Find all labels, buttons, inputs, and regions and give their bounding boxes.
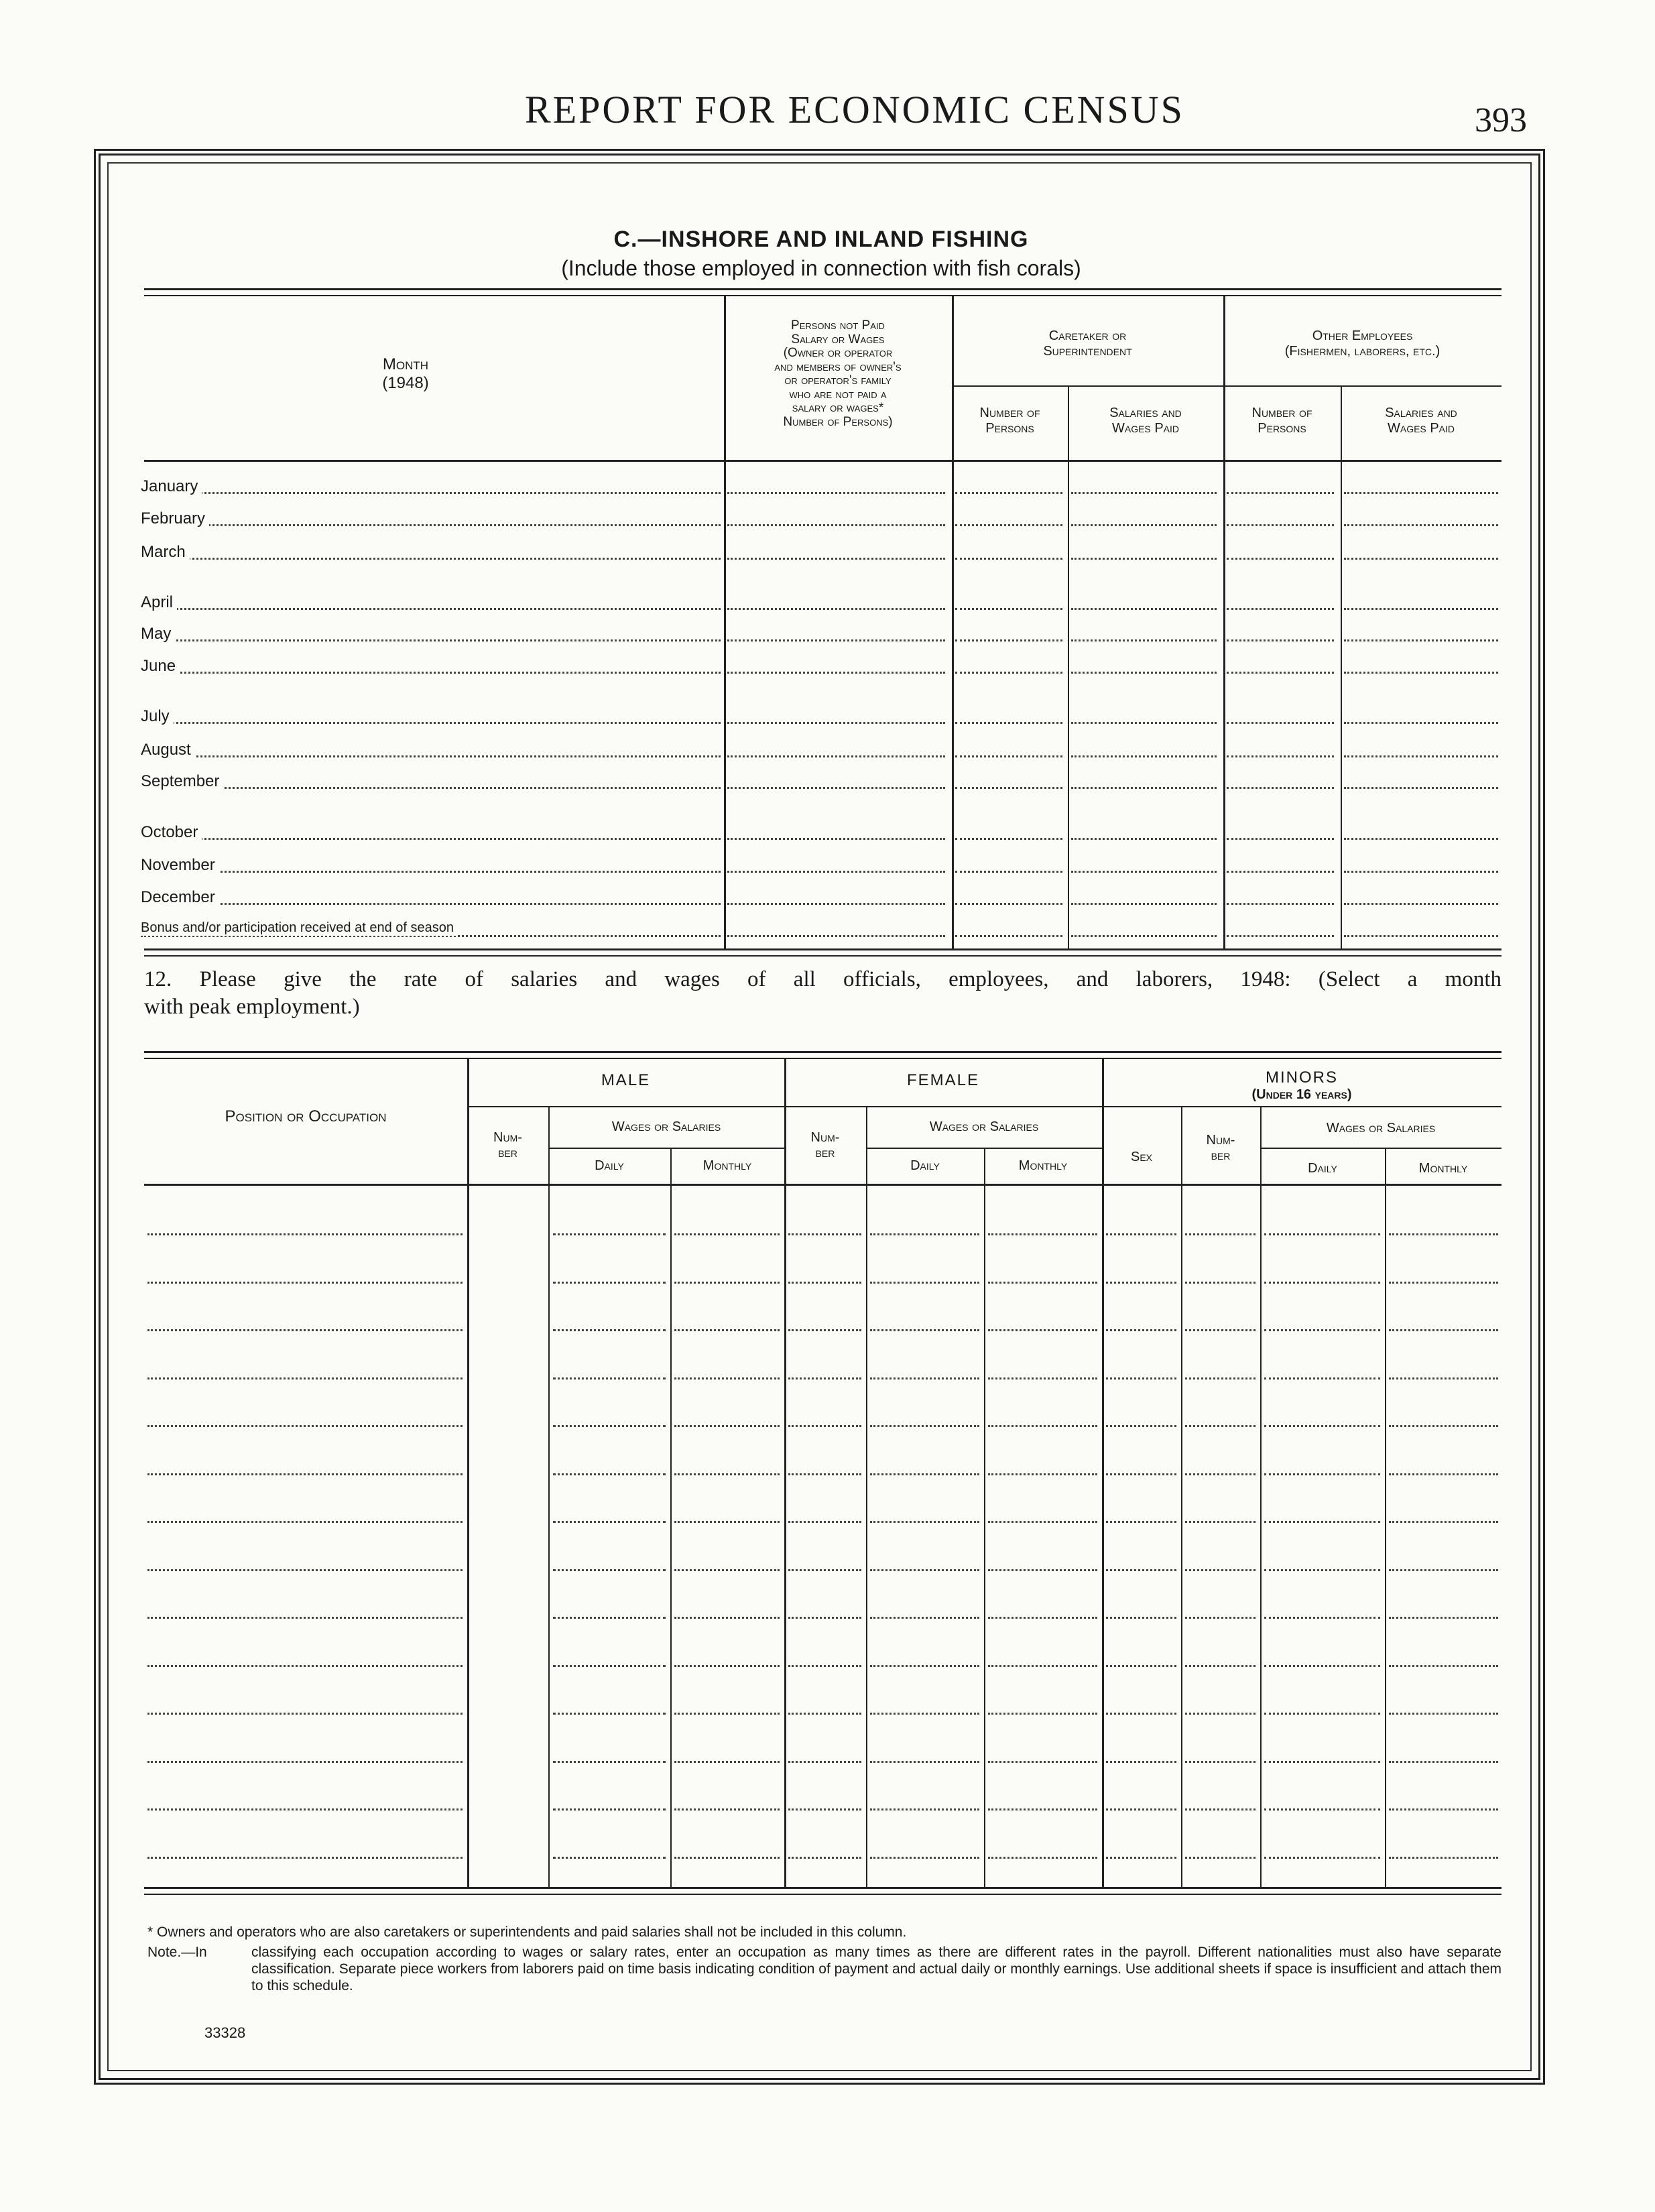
entry-line bbox=[1344, 838, 1498, 840]
caretaker-salaries-header: Salaries and Wages Paid bbox=[1109, 406, 1182, 436]
wage-entry-line bbox=[1264, 1617, 1380, 1619]
entry-line bbox=[1227, 524, 1334, 526]
wage-entry-line bbox=[553, 1473, 666, 1475]
wage-entry-line bbox=[1389, 1665, 1498, 1667]
wage-entry-line bbox=[988, 1808, 1097, 1810]
entry-line bbox=[1344, 639, 1498, 641]
minors-monthly-header: Monthly bbox=[1418, 1161, 1468, 1176]
entry-line bbox=[727, 524, 945, 526]
entry-line bbox=[955, 935, 1062, 937]
male-wages-header: Wages or Salaries bbox=[611, 1119, 721, 1134]
wage-entry-line bbox=[674, 1617, 780, 1619]
wage-entry-line bbox=[674, 1282, 780, 1284]
wage-entry-line bbox=[988, 1282, 1097, 1284]
month-label: December bbox=[141, 888, 219, 907]
entry-line bbox=[727, 871, 945, 873]
wage-entry-line bbox=[1106, 1329, 1176, 1331]
wage-entry-line bbox=[788, 1282, 861, 1284]
wage-entry-line bbox=[870, 1425, 979, 1427]
wage-entry-line bbox=[1185, 1569, 1255, 1571]
wage-entry-line bbox=[674, 1233, 780, 1235]
wage-entry-line bbox=[988, 1857, 1097, 1859]
wage-entry-line bbox=[553, 1521, 666, 1523]
wage-entry-line bbox=[1185, 1617, 1255, 1619]
entry-line bbox=[1227, 903, 1334, 905]
wage-entry-line bbox=[1389, 1808, 1498, 1810]
wage-entry-line bbox=[674, 1713, 780, 1715]
wage-entry-line bbox=[870, 1473, 979, 1475]
wage-entry-line bbox=[1106, 1233, 1176, 1235]
entry-line bbox=[1227, 935, 1334, 937]
section-title: C.—INSHORE AND INLAND FISHING bbox=[613, 227, 1029, 252]
month-header: Month (1948) bbox=[382, 355, 429, 392]
wage-entry-line bbox=[1389, 1377, 1498, 1379]
minors-subheader: (Under 16 years) bbox=[1251, 1087, 1352, 1102]
wage-entry-line bbox=[988, 1761, 1097, 1763]
month-row-leader bbox=[141, 871, 721, 873]
month-label: July bbox=[141, 707, 174, 726]
month-row-leader bbox=[141, 722, 721, 724]
month-label: November bbox=[141, 856, 219, 875]
month-row-leader bbox=[141, 903, 721, 905]
running-head: REPORT FOR ECONOMIC CENSUS bbox=[525, 88, 1184, 131]
wage-entry-line bbox=[147, 1521, 463, 1523]
wage-entry-line bbox=[553, 1329, 666, 1331]
wage-entry-line bbox=[988, 1233, 1097, 1235]
month-label: March bbox=[141, 543, 190, 562]
entry-line bbox=[1344, 755, 1498, 757]
wage-entry-line bbox=[674, 1377, 780, 1379]
position-header: Position or Occupation bbox=[225, 1107, 387, 1125]
wage-entry-line bbox=[1185, 1473, 1255, 1475]
wage-entry-line bbox=[674, 1857, 780, 1859]
wage-entry-line bbox=[1185, 1665, 1255, 1667]
bonus-row-label: Bonus and/or participation received at end of season bbox=[141, 920, 458, 936]
wage-entry-line bbox=[1389, 1282, 1498, 1284]
wage-entry-line bbox=[674, 1425, 780, 1427]
wage-entry-line bbox=[1185, 1521, 1255, 1523]
entry-line bbox=[727, 722, 945, 724]
wage-entry-line bbox=[1185, 1377, 1255, 1379]
wage-entry-line bbox=[788, 1473, 861, 1475]
wage-entry-line bbox=[553, 1808, 666, 1810]
entry-line bbox=[955, 524, 1062, 526]
entry-line bbox=[1227, 672, 1334, 674]
wage-entry-line bbox=[147, 1233, 463, 1235]
entry-line bbox=[727, 755, 945, 757]
wage-entry-line bbox=[870, 1857, 979, 1859]
month-row-leader bbox=[141, 672, 721, 674]
wage-entry-line bbox=[1389, 1617, 1498, 1619]
male-number-header: Num- ber bbox=[493, 1130, 522, 1160]
wage-entry-line bbox=[870, 1233, 979, 1235]
month-row-leader bbox=[141, 492, 721, 494]
footnote-owners: * Owners and operators who are also caretakers or superintendents and paid salaries shall not be included in this column. bbox=[147, 1924, 907, 1940]
question-12: 12. Please give the rate of salaries and wages of all officials, employees, and laborers, 1948: (Select a month bbox=[144, 967, 1501, 991]
month-label: August bbox=[141, 741, 195, 759]
wage-entry-line bbox=[1264, 1329, 1380, 1331]
footnote-note: classifying each occupation according to wages or salary rates, enter an occupation as many times as there are different rates in the payroll. Different nationalities must also have separate classification. Separate piece workers from laborers paid on time basis indicating condition of payment and actual daily or monthly earnings. Use additional sheets if space is insufficient and attach them to this schedule. bbox=[251, 1945, 1501, 1994]
wage-entry-line bbox=[1106, 1713, 1176, 1715]
wage-entry-line bbox=[988, 1665, 1097, 1667]
entry-line bbox=[1227, 871, 1334, 873]
caretaker-header: Caretaker or Superintendent bbox=[1043, 328, 1132, 359]
wage-entry-line bbox=[147, 1808, 463, 1810]
entry-line bbox=[1071, 838, 1217, 840]
entry-line bbox=[727, 903, 945, 905]
wage-entry-line bbox=[870, 1282, 979, 1284]
wage-entry-line bbox=[553, 1665, 666, 1667]
page-number: 393 bbox=[1475, 101, 1527, 139]
female-wages-header: Wages or Salaries bbox=[929, 1119, 1039, 1134]
wage-entry-line bbox=[988, 1377, 1097, 1379]
wage-entry-line bbox=[788, 1425, 861, 1427]
month-label: February bbox=[141, 509, 209, 528]
entry-line bbox=[1071, 935, 1217, 937]
entry-line bbox=[1071, 722, 1217, 724]
wage-entry-line bbox=[988, 1473, 1097, 1475]
month-row-leader bbox=[141, 558, 721, 560]
wage-entry-line bbox=[870, 1521, 979, 1523]
question-12-continued: with peak employment.) bbox=[144, 995, 360, 1019]
entry-line bbox=[1344, 871, 1498, 873]
female-number-header: Num- ber bbox=[810, 1130, 840, 1160]
other-number-header: Number of Persons bbox=[1251, 406, 1312, 436]
wage-entry-line bbox=[788, 1233, 861, 1235]
wage-entry-line bbox=[870, 1761, 979, 1763]
wage-entry-line bbox=[674, 1665, 780, 1667]
wage-entry-line bbox=[1264, 1808, 1380, 1810]
entry-line bbox=[727, 672, 945, 674]
entry-line bbox=[1071, 558, 1217, 560]
wage-entry-line bbox=[1185, 1713, 1255, 1715]
entry-line bbox=[1344, 903, 1498, 905]
entry-line bbox=[955, 672, 1062, 674]
wage-entry-line bbox=[147, 1473, 463, 1475]
wage-entry-line bbox=[1264, 1713, 1380, 1715]
wage-entry-line bbox=[1106, 1665, 1176, 1667]
male-monthly-header: Monthly bbox=[702, 1158, 752, 1173]
wage-entry-line bbox=[870, 1617, 979, 1619]
wage-entry-line bbox=[1185, 1233, 1255, 1235]
wage-entry-line bbox=[1106, 1521, 1176, 1523]
entry-line bbox=[1344, 608, 1498, 610]
wage-entry-line bbox=[1106, 1857, 1176, 1859]
wage-entry-line bbox=[553, 1282, 666, 1284]
wage-entry-line bbox=[1264, 1473, 1380, 1475]
wage-entry-line bbox=[1389, 1329, 1498, 1331]
wage-entry-line bbox=[788, 1665, 861, 1667]
wage-entry-line bbox=[1389, 1713, 1498, 1715]
wage-entry-line bbox=[1106, 1761, 1176, 1763]
wage-entry-line bbox=[1185, 1857, 1255, 1859]
entry-line bbox=[1227, 492, 1334, 494]
entry-line bbox=[955, 639, 1062, 641]
wage-entry-line bbox=[870, 1808, 979, 1810]
wage-entry-line bbox=[1264, 1569, 1380, 1571]
wage-entry-line bbox=[1264, 1377, 1380, 1379]
minors-sex-header: Sex bbox=[1130, 1150, 1152, 1164]
wage-entry-line bbox=[1106, 1377, 1176, 1379]
wage-entry-line bbox=[1106, 1282, 1176, 1284]
entry-line bbox=[1227, 787, 1334, 789]
wage-entry-line bbox=[553, 1377, 666, 1379]
entry-line bbox=[955, 871, 1062, 873]
wage-entry-line bbox=[1264, 1665, 1380, 1667]
wage-entry-line bbox=[147, 1377, 463, 1379]
month-row-leader bbox=[141, 608, 721, 610]
minors-header: MINORS bbox=[1266, 1068, 1338, 1087]
entry-line bbox=[955, 838, 1062, 840]
male-daily-header: Daily bbox=[595, 1158, 624, 1173]
female-header: FEMALE bbox=[906, 1071, 980, 1089]
wage-entry-line bbox=[1389, 1425, 1498, 1427]
entry-line bbox=[1344, 722, 1498, 724]
wage-entry-line bbox=[553, 1233, 666, 1235]
entry-line bbox=[1344, 558, 1498, 560]
wage-entry-line bbox=[1106, 1473, 1176, 1475]
entry-line bbox=[727, 492, 945, 494]
wage-entry-line bbox=[1185, 1761, 1255, 1763]
entry-line bbox=[955, 558, 1062, 560]
wage-entry-line bbox=[1106, 1617, 1176, 1619]
entry-line bbox=[1071, 639, 1217, 641]
entry-line bbox=[955, 722, 1062, 724]
wage-entry-line bbox=[788, 1808, 861, 1810]
month-row-leader bbox=[141, 639, 721, 641]
male-header: MALE bbox=[601, 1071, 651, 1089]
persons-not-paid-header: Persons not Paid Salary or Wages (Owner or operator and members of owner's or operator's family who are not paid a salary or wages* Number of Persons) bbox=[774, 318, 902, 429]
entry-line bbox=[955, 492, 1062, 494]
month-label: April bbox=[141, 593, 177, 612]
wage-entry-line bbox=[1185, 1282, 1255, 1284]
wage-entry-line bbox=[1106, 1808, 1176, 1810]
entry-line bbox=[1227, 838, 1334, 840]
entry-line bbox=[727, 787, 945, 789]
wage-entry-line bbox=[147, 1425, 463, 1427]
wage-entry-line bbox=[870, 1377, 979, 1379]
wage-entry-line bbox=[1106, 1569, 1176, 1571]
wage-entry-line bbox=[988, 1425, 1097, 1427]
wage-entry-line bbox=[1264, 1425, 1380, 1427]
wage-entry-line bbox=[674, 1521, 780, 1523]
wage-entry-line bbox=[988, 1569, 1097, 1571]
wage-entry-line bbox=[674, 1473, 780, 1475]
month-label: September bbox=[141, 772, 223, 791]
wage-entry-line bbox=[988, 1713, 1097, 1715]
wage-entry-line bbox=[674, 1761, 780, 1763]
wage-entry-line bbox=[553, 1569, 666, 1571]
entry-line bbox=[1071, 524, 1217, 526]
minors-daily-header: Daily bbox=[1308, 1161, 1337, 1176]
wage-entry-line bbox=[147, 1857, 463, 1859]
wage-entry-line bbox=[870, 1569, 979, 1571]
entry-line bbox=[1071, 871, 1217, 873]
month-row-leader bbox=[141, 787, 721, 789]
entry-line bbox=[955, 755, 1062, 757]
wage-entry-line bbox=[1264, 1521, 1380, 1523]
wage-entry-line bbox=[674, 1808, 780, 1810]
note-label: Note.—In bbox=[147, 1945, 207, 1960]
wage-entry-line bbox=[988, 1521, 1097, 1523]
entry-line bbox=[1071, 903, 1217, 905]
wage-entry-line bbox=[1264, 1233, 1380, 1235]
wage-entry-line bbox=[870, 1329, 979, 1331]
entry-line bbox=[1227, 639, 1334, 641]
caretaker-number-header: Number of Persons bbox=[979, 406, 1040, 436]
entry-line bbox=[1227, 722, 1334, 724]
month-label: May bbox=[141, 625, 175, 643]
entry-line bbox=[727, 935, 945, 937]
minors-wages-header: Wages or Salaries bbox=[1326, 1121, 1436, 1135]
wage-entry-line bbox=[788, 1617, 861, 1619]
wage-entry-line bbox=[147, 1713, 463, 1715]
wage-entry-line bbox=[147, 1665, 463, 1667]
entry-line bbox=[1344, 524, 1498, 526]
entry-line bbox=[1071, 672, 1217, 674]
wage-entry-line bbox=[988, 1617, 1097, 1619]
entry-line bbox=[727, 838, 945, 840]
wage-entry-line bbox=[1185, 1808, 1255, 1810]
wage-entry-line bbox=[788, 1521, 861, 1523]
form-number: 33328 bbox=[204, 2024, 246, 2041]
entry-line bbox=[955, 787, 1062, 789]
wage-entry-line bbox=[1264, 1282, 1380, 1284]
wage-entry-line bbox=[788, 1857, 861, 1859]
month-label: June bbox=[141, 657, 180, 676]
minors-number-header: Num- ber bbox=[1206, 1133, 1235, 1163]
wage-entry-line bbox=[674, 1569, 780, 1571]
entry-line bbox=[1071, 755, 1217, 757]
entry-line bbox=[1071, 608, 1217, 610]
entry-line bbox=[1344, 492, 1498, 494]
wage-entry-line bbox=[553, 1425, 666, 1427]
wage-entry-line bbox=[1389, 1761, 1498, 1763]
female-daily-header: Daily bbox=[910, 1158, 940, 1173]
wage-entry-line bbox=[147, 1282, 463, 1284]
wage-entry-line bbox=[147, 1569, 463, 1571]
wage-entry-line bbox=[553, 1857, 666, 1859]
month-row-leader bbox=[141, 524, 721, 526]
other-salaries-header: Salaries and Wages Paid bbox=[1385, 406, 1457, 436]
wage-entry-line bbox=[1389, 1521, 1498, 1523]
entry-line bbox=[727, 558, 945, 560]
entry-line bbox=[1227, 558, 1334, 560]
wage-entry-line bbox=[870, 1665, 979, 1667]
wage-entry-line bbox=[788, 1713, 861, 1715]
entry-line bbox=[1344, 672, 1498, 674]
wage-entry-line bbox=[1389, 1857, 1498, 1859]
wage-entry-line bbox=[1185, 1425, 1255, 1427]
wage-entry-line bbox=[1389, 1569, 1498, 1571]
month-label: October bbox=[141, 823, 202, 842]
wage-entry-line bbox=[553, 1713, 666, 1715]
entry-line bbox=[1071, 492, 1217, 494]
wage-entry-line bbox=[788, 1377, 861, 1379]
entry-line bbox=[955, 608, 1062, 610]
entry-line bbox=[1071, 787, 1217, 789]
wage-entry-line bbox=[553, 1617, 666, 1619]
entry-line bbox=[1344, 787, 1498, 789]
entry-line bbox=[727, 639, 945, 641]
wage-entry-line bbox=[1185, 1329, 1255, 1331]
month-row-leader bbox=[141, 838, 721, 840]
other-employees-header: Other Employees (Fishermen, laborers, etc.) bbox=[1284, 328, 1441, 359]
entry-line bbox=[1227, 608, 1334, 610]
wage-entry-line bbox=[1389, 1233, 1498, 1235]
wage-entry-line bbox=[147, 1617, 463, 1619]
month-label: January bbox=[141, 477, 202, 496]
entry-line bbox=[1344, 935, 1498, 937]
month-row-leader bbox=[141, 755, 721, 757]
wage-entry-line bbox=[988, 1329, 1097, 1331]
section-subtitle: (Include those employed in connection with fish corals) bbox=[561, 256, 1081, 280]
female-monthly-header: Monthly bbox=[1018, 1158, 1068, 1173]
wage-entry-line bbox=[147, 1329, 463, 1331]
wage-entry-line bbox=[1264, 1857, 1380, 1859]
wage-entry-line bbox=[1389, 1473, 1498, 1475]
wage-entry-line bbox=[870, 1713, 979, 1715]
wage-entry-line bbox=[1106, 1425, 1176, 1427]
entry-line bbox=[1227, 755, 1334, 757]
wage-entry-line bbox=[788, 1569, 861, 1571]
wage-entry-line bbox=[147, 1761, 463, 1763]
wage-entry-line bbox=[674, 1329, 780, 1331]
wage-entry-line bbox=[1264, 1761, 1380, 1763]
wage-entry-line bbox=[788, 1761, 861, 1763]
entry-line bbox=[955, 903, 1062, 905]
wage-entry-line bbox=[553, 1761, 666, 1763]
wage-entry-line bbox=[788, 1329, 861, 1331]
entry-line bbox=[727, 608, 945, 610]
